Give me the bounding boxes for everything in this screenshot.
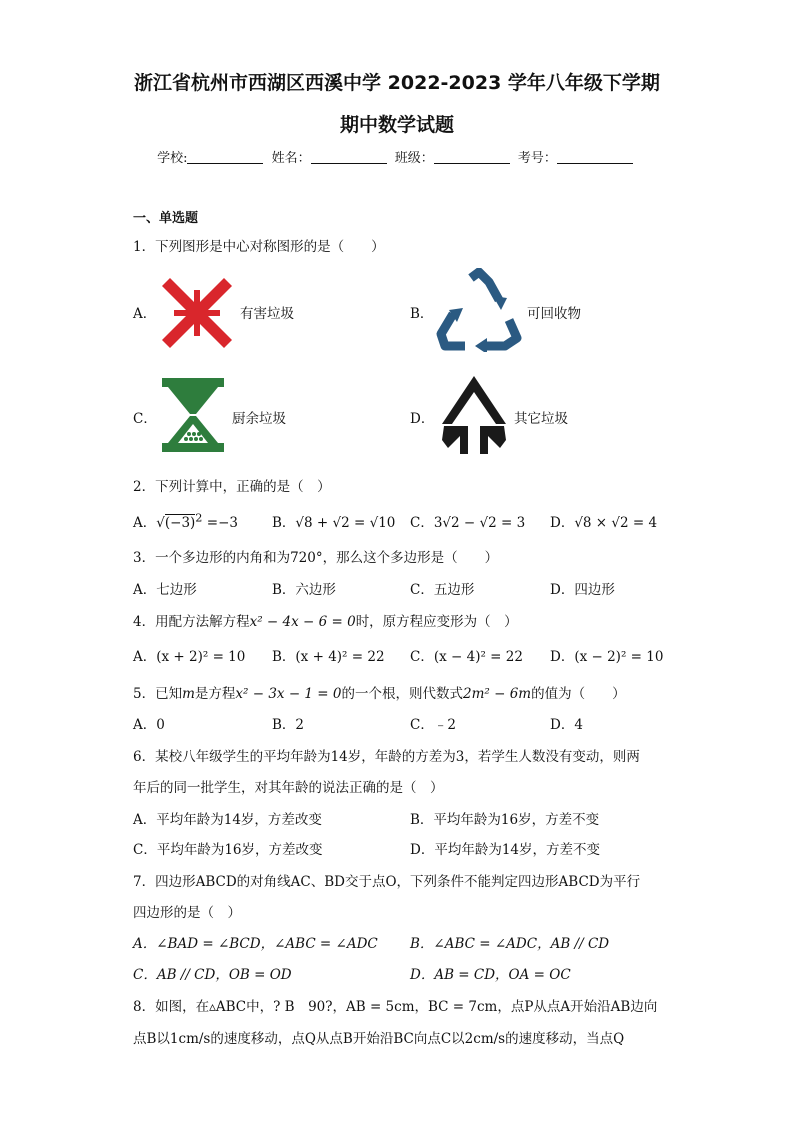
question-2-stem: 2．下列计算中，正确的是（ ） <box>133 479 331 495</box>
q2-option-c-text: 3√2 − √2 = 3 <box>433 515 526 531</box>
q5-option-d: D．4 <box>550 717 583 733</box>
q4-option-a: A．(x + 2)² = 10 <box>133 649 246 665</box>
question-7-line1: 7．四边形ABCD的对角线AC、BD交于点O，下列条件不能判定四边形ABCD为平行 <box>133 874 641 890</box>
q5-option-b: B．2 <box>272 717 305 733</box>
class-blank[interactable] <box>434 151 510 164</box>
exam-number-label: 考号： <box>517 151 557 166</box>
q4-option-b: B．(x + 4)² = 22 <box>272 649 385 665</box>
q5-stem-end: 的值为（ ） <box>531 686 626 702</box>
q5-option-a: A．0 <box>133 717 165 733</box>
name-blank[interactable] <box>311 151 387 164</box>
q1-option-a-caption: 有害垃圾 <box>240 306 294 322</box>
school-label: 学校: <box>157 151 188 166</box>
q1-option-c-caption: 厨余垃圾 <box>232 411 286 427</box>
student-info-row <box>0 147 794 166</box>
q1-option-c-label: C． <box>133 411 157 427</box>
question-3-stem: 3．一个多边形的内角和为720°，那么这个多边形是（ ） <box>133 550 499 566</box>
question-8-line2: 点B以1cm/s的速度移动，点Q从点B开始沿BC向点C以2cm/s的速度移动，当点Q <box>133 1031 625 1047</box>
radicand: (−3) <box>164 515 196 531</box>
q2-option-d-text: √8 × √2 = 4 <box>574 515 658 531</box>
q5-stem-mid: 是方程 <box>194 686 236 702</box>
question-5-stem <box>133 682 626 702</box>
q5-expression: 2m² − 6m <box>463 686 532 702</box>
class-label: 班级： <box>394 151 434 166</box>
q7-option-c: C．AB // CD，OB = OD <box>133 967 292 983</box>
q3-option-c: C．五边形 <box>410 582 475 598</box>
q7-option-a: A．∠BAD = ∠BCD，∠ABC = ∠ADC <box>133 936 378 952</box>
q4-option-c: C．(x − 4)² = 22 <box>410 649 523 665</box>
q1-option-a-label: A． <box>133 306 157 322</box>
recycling-icon <box>435 268 523 352</box>
q2-option-d <box>550 511 657 531</box>
q6-option-b: B．平均年龄为16岁，方差不变 <box>410 812 600 828</box>
q6-option-c: C．平均年龄为16岁，方差改变 <box>133 842 323 858</box>
exam-title-line2: 期中数学试题 <box>339 114 454 136</box>
q1-option-d-label: D． <box>410 411 435 427</box>
section-heading: 一、单选题 <box>133 211 199 226</box>
question-6-line1: 6．某校八年级学生的平均年龄为14岁，年龄的方差为3，若学生人数没有变动，则两 <box>133 749 640 765</box>
q2-option-b <box>272 511 395 531</box>
other-waste-icon <box>440 374 508 456</box>
q2-option-b-text: √8 + √2 = √10 <box>295 515 396 531</box>
exponent: 2 <box>195 511 203 525</box>
q4-option-d: D．(x − 2)² = 10 <box>550 649 664 665</box>
question-1-stem: 1．下列图形是中心对称图形的是（ ） <box>133 239 385 255</box>
q2-option-a-result: =−3 <box>202 515 238 531</box>
q4-stem-start: 4．用配方法解方程 <box>133 614 250 630</box>
q5-stem-mid2: 的一个根，则代数式 <box>341 686 463 702</box>
q1-option-b-label: B． <box>410 306 434 322</box>
q6-option-d: D．平均年龄为14岁，方差不变 <box>410 842 601 858</box>
school-blank[interactable] <box>187 151 263 164</box>
q5-variable: m <box>182 686 195 702</box>
q5-stem-start: 5．已知 <box>133 686 183 702</box>
question-6-line2: 年后的同一批学生，对其年龄的说法正确的是（ ） <box>133 780 444 796</box>
q1-option-d-caption: 其它垃圾 <box>514 411 568 427</box>
exam-number-blank[interactable] <box>557 151 633 164</box>
hazardous-waste-icon <box>160 276 234 350</box>
exam-title-line1: 浙江省杭州市西湖区西溪中学 2022-2023 学年八年级下学期 <box>134 72 660 94</box>
q2-option-a <box>133 511 238 531</box>
sqrt-sign: √ <box>156 515 165 531</box>
question-7-line2: 四边形的是（ ） <box>133 905 241 921</box>
q4-stem-end: 时，原方程应变形为（ ） <box>355 614 518 630</box>
question-8-line1: 8．如图，在▵ABC中，? B 90?，AB = 5cm，BC = 7cm，点P从点A开始沿AB边向 <box>133 999 658 1015</box>
kitchen-waste-icon <box>160 376 226 454</box>
q2-option-c <box>410 511 525 531</box>
q5-option-c: C．﹣2 <box>410 717 456 733</box>
q7-option-d: D．AB = CD，OA = OC <box>410 967 571 983</box>
q5-equation: x² − 3x − 1 = 0 <box>235 686 342 702</box>
q3-option-b: B．六边形 <box>272 582 336 598</box>
q3-option-d: D．四边形 <box>550 582 615 598</box>
q2-option-a-label: A． <box>133 515 157 531</box>
question-4-stem <box>133 610 518 630</box>
q2-option-c-label: C． <box>410 515 434 531</box>
q3-option-a: A．七边形 <box>133 582 197 598</box>
q4-equation: x² − 4x − 6 = 0 <box>249 614 356 630</box>
q6-option-a: A．平均年龄为14岁，方差改变 <box>133 812 322 828</box>
q2-option-d-label: D． <box>550 515 575 531</box>
name-label: 姓名： <box>271 151 311 166</box>
q2-option-b-label: B． <box>272 515 296 531</box>
q1-option-b-caption: 可回收物 <box>527 306 581 322</box>
q7-option-b: B．∠ABC = ∠ADC，AB // CD <box>410 936 610 952</box>
